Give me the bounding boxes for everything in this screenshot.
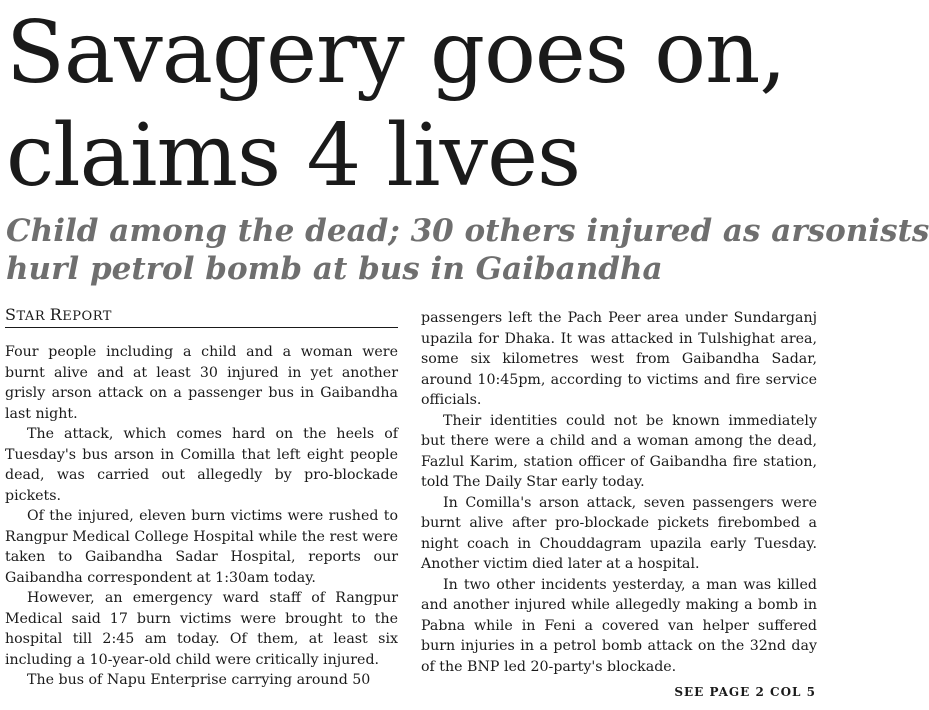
byline-initial-2: R [49, 305, 63, 324]
subheadline-line-2: hurl petrol bomb at bus in Gaibandha [6, 251, 663, 287]
paragraph: However, an emergency ward staff of Rangpur Medical said 17 burn victims were brought to the hospital till 2:45 am today. Of them, at least six including a 10-year-old child were critically injured. [5, 590, 398, 668]
byline-rest-2: EPORT [62, 309, 112, 324]
article-column-1 [5, 342, 398, 691]
byline [5, 305, 398, 328]
byline-rest-1: TAR [16, 309, 50, 324]
paragraph: Their identities could not be known immediately but there were a child and a woman among the dead, Fazlul Karim, station officer of Gaibandha fire station, told The Daily Star early today. [421, 412, 817, 490]
paragraph: In two other incidents yesterday, a man was killed and another injured while allegedly making a bomb in Pabna while in Feni a covered van helper suffered burn injuries in a petrol bomb attack on the 32nd day of the BNP led 20-party's blockade. [421, 576, 817, 675]
headline-line-2: claims 4 lives [6, 106, 581, 206]
subheadline-line-1: Child among the dead; 30 others injured as arsonists [6, 213, 929, 249]
headline [6, 2, 826, 208]
paragraph: In Comilla's arson attack, seven passengers were burnt alive after pro-blockade pickets firebombed a night coach in Chouddagram upazila early Tuesday. Another victim died later at a hospital. [421, 494, 817, 572]
headline-line-1: Savagery goes on, [6, 3, 786, 103]
paragraph: The bus of Napu Enterprise carrying around 50 [27, 672, 371, 688]
paragraph: Four people including a child and a woman were burnt alive and at least 30 injured in yet another grisly arson attack on a passenger bus in Gaibandha last night. [5, 344, 398, 422]
paragraph: The attack, which comes hard on the heels of Tuesday's bus arson in Comilla that left eight people dead, was carried out allegedly by pro-blockade pickets. [5, 426, 398, 504]
paragraph: passengers left the Pach Peer area under Sundarganj upazila for Dhaka. It was attacked in Tulshighat area, some six kilometres west from Gaibandha Sadar, around 10:45pm, according to victims and fire service officials. [421, 310, 817, 408]
article-column-2 [421, 308, 817, 677]
continued-on-page-link[interactable]: SEE PAGE 2 COL 5 [674, 685, 816, 699]
paragraph: Of the injured, eleven burn victims were rushed to Rangpur Medical College Hospital while the rest were taken to Gaibandha Sadar Hospital, reports our Gaibandha correspondent at 1:30am today. [5, 508, 398, 586]
byline-initial-1: S [5, 305, 17, 324]
subheadline [6, 212, 929, 288]
